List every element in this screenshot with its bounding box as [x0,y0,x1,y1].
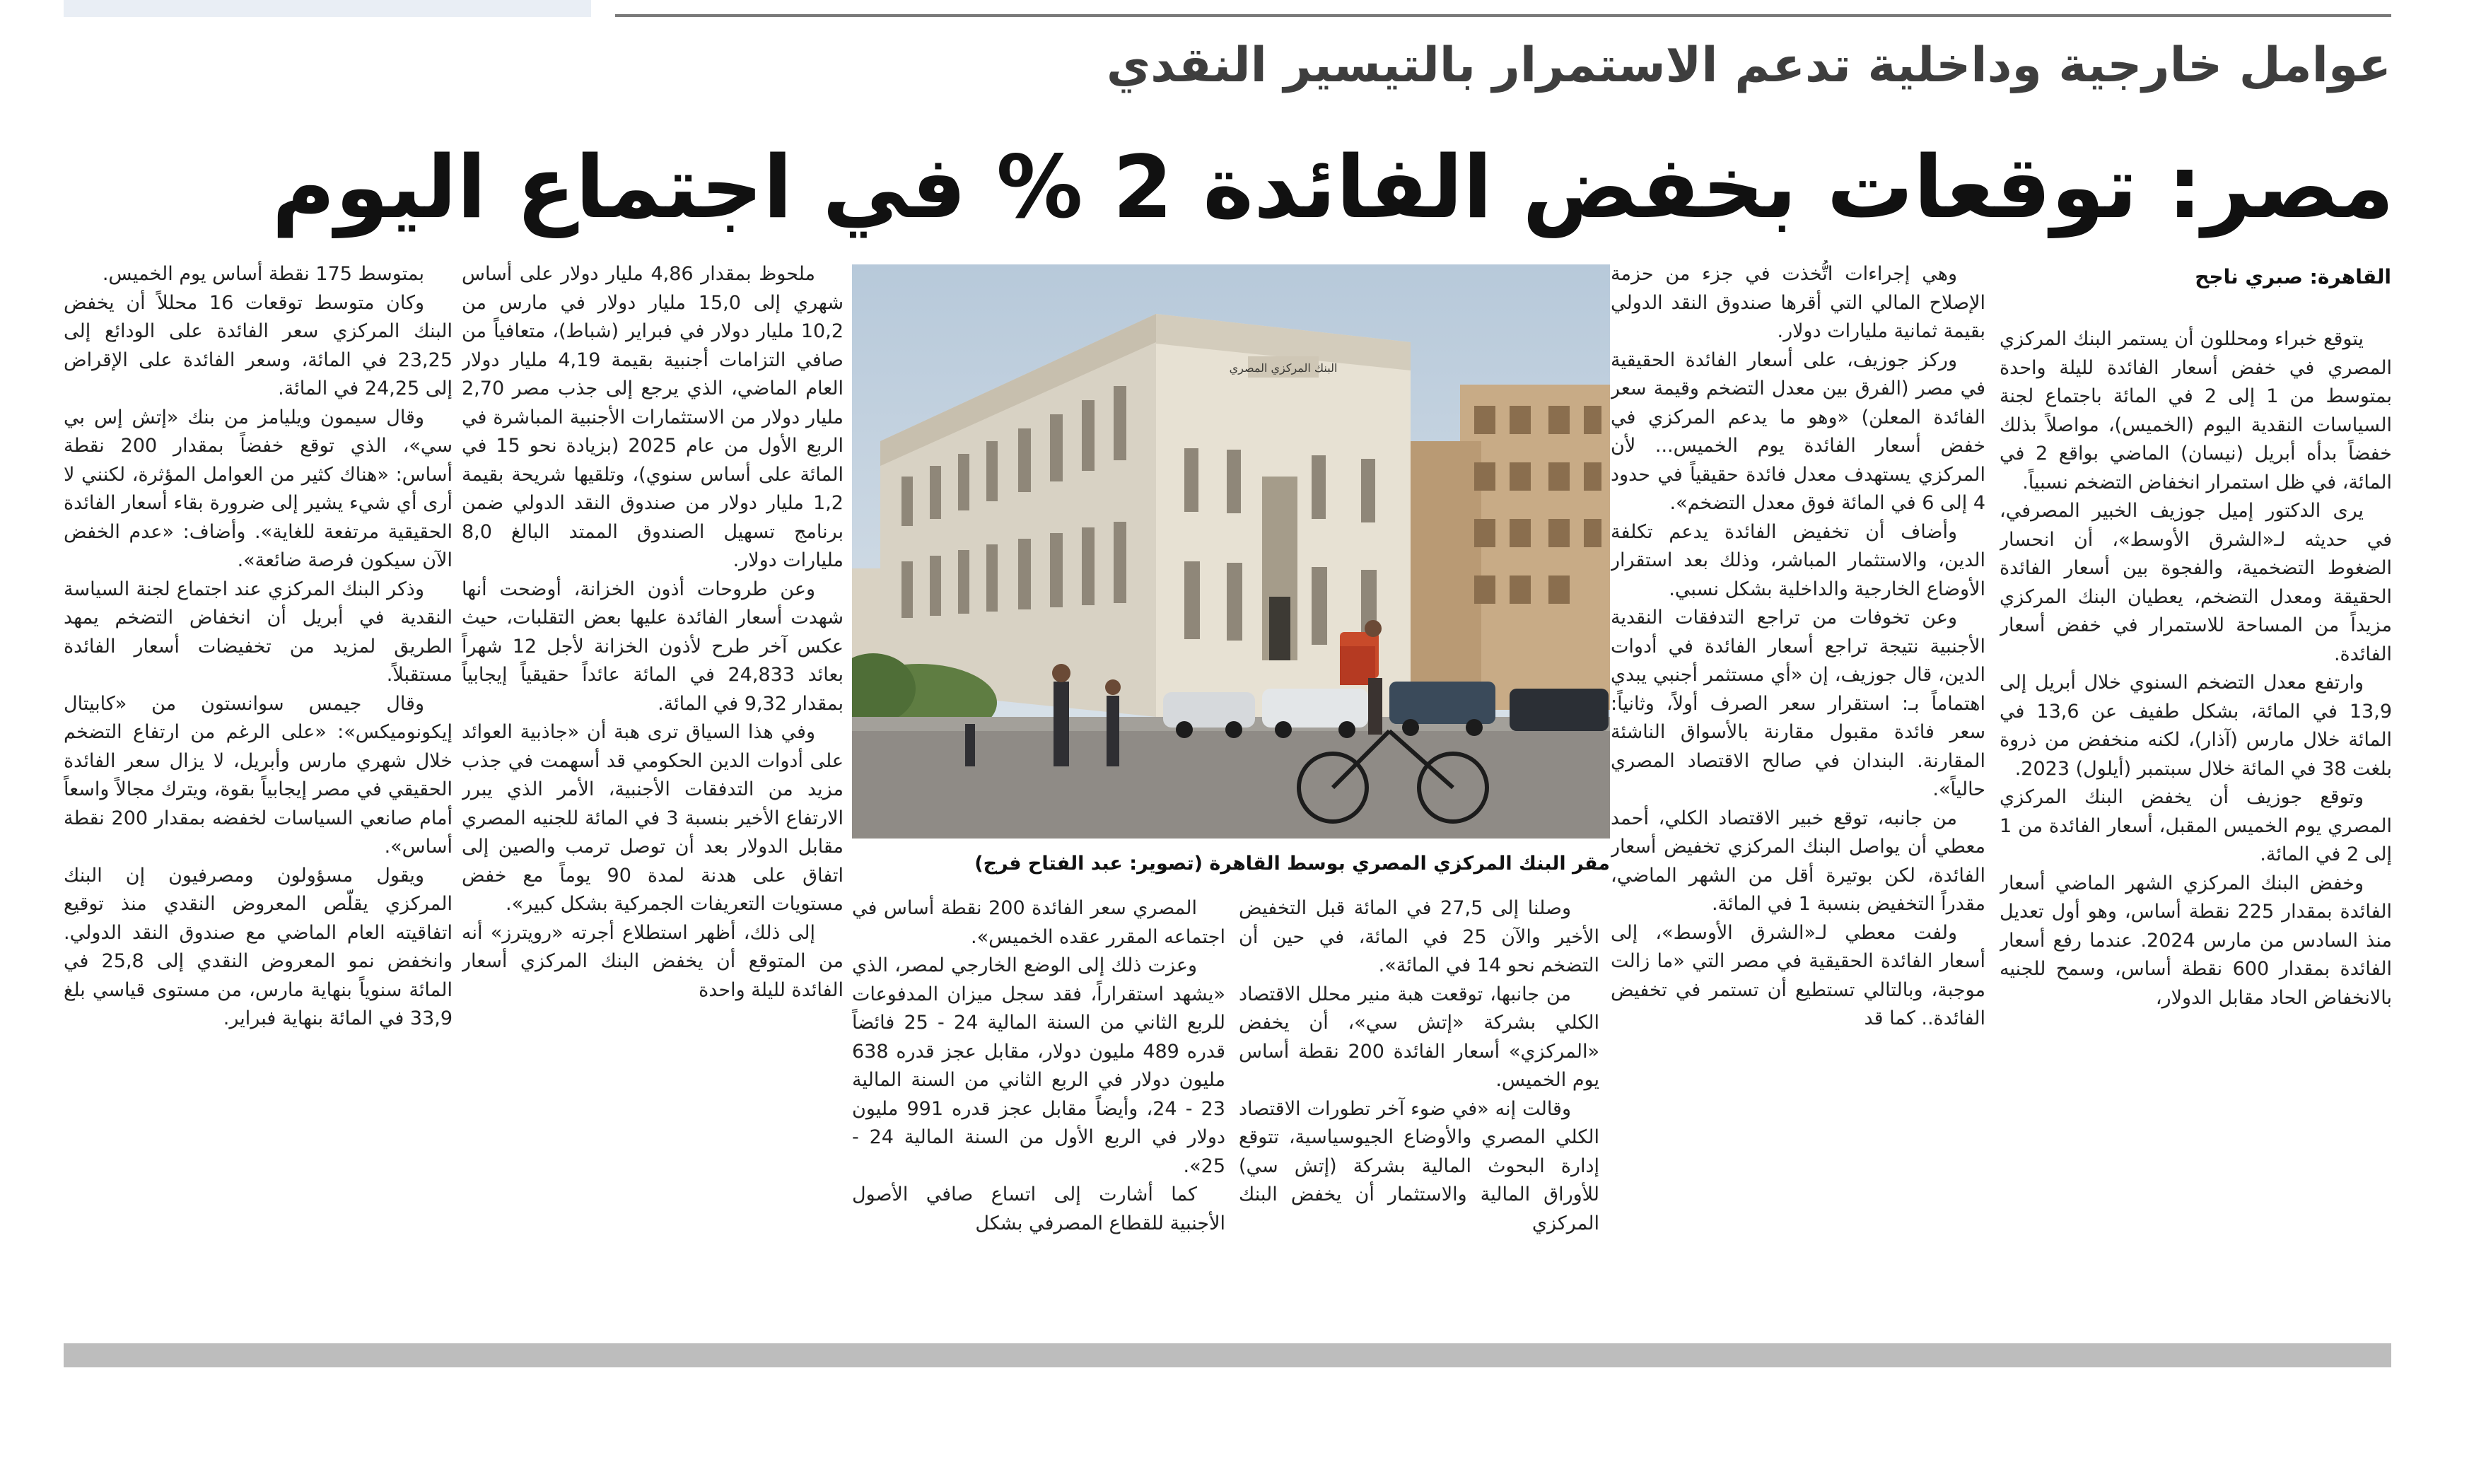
paragraph: وعن تخوفات من تراجع التدفقات النقدية الأجنبية نتيجة تراجع أسعار الفائدة في أدوات الدين، قال جوزيف، إن «أي مستثمر أجنبي يبدي اهتماماً بـ: استقرار سعر الصرف أولاً، وثانياً: سعر فائدة مقبول مقارنة بالأسواق الناشئة المقارنة. البندان في صالح الاقتصاد المصري حالياً». [1611,607,1985,800]
paragraph: إلى ذلك، أظهر استطلاع أجرته «رويترز» أنه من المتوقع أن يخفض البنك المركزي أسعار الفائدة لليلة واحدة [462,921,844,1001]
paragraph: وارتفع معدل التضخم السنوي خلال أبريل إلى 13,9 في المائة، بشكل طفيف عن 13,6 في المائة خلال مارس (آذار)، لكنه منخفض من ذروة بلغت 38 في المائة خلال سبتمبر (أيلول) 2023. [2000,672,2392,780]
article-column-1 [2000,325,2392,1336]
kicker-headline: عوامل خارجية وداخلية تدعم الاستمرار بالتيسير النقدي [1106,37,2391,93]
paragraph: وفي هذا السياق ترى هبة أن «جاذبية العوائد على أدوات الدين الحكومي قد أسهمت في جذب مزيد من التدفقات الأجنبية، الأمر الذي يبرر الارتفاع الأخير بنسبة 3 في المائة للجنيه المصري مقابل الدولار بعد أن توصل ترمب والصين إلى اتفاق على هدنة لمدة 90 يوماً مع خفض مستويات التعريفات الجمركية بشكل كبير». [462,721,844,915]
paragraph: من جانبه، توقع خبير الاقتصاد الكلي، أحمد معطي أن يواصل البنك المركزي تخفيض أسعار الفائدة، لكن بوتيرة أقل من الشهر الماضي، مقدراً التخفيض بنسبة 1 في المائة. [1611,807,1985,915]
paragraph: وذكر البنك المركزي عند اجتماع لجنة السياسة النقدية في أبريل أن انخفاض التضخم يمهد الطريق لمزيد من تخفيضات أسعار الفائدة مستقبلاً. [64,578,453,686]
paragraph: وقالت إنه «في ضوء آخر تطورات الاقتصاد الكلي المصري والأوضاع الجيوسياسية، تتوقع إدارة البحوث المالية بشركة (إتش سي) للأوراق المالية والاستثمار أن يخفض البنك المركزي [1239,1097,1599,1234]
main-headline: مصر: توقعات بخفض الفائدة 2 % في اجتماع اليوم [272,137,2394,238]
paragraph: بمتوسط 175 نقطة أساس يوم الخميس. [102,263,424,285]
paragraph: وخفض البنك المركزي الشهر الماضي أسعار الفائدة بمقدار 225 نقطة أساس، وهو أول تعديل منذ السادس من مارس 2024. عندما رفع أسعار الفائدة بمقدار 600 نقطة أساس، وسمح للجنيه بالانخفاض الحاد مقابل الدولار، [2000,872,2392,1009]
paragraph: وصلنا إلى 27,5 في المائة قبل التخفيض الأخير والآن 25 في المائة، في حين أن التضخم نحو 14 في المائة». [1239,897,1599,976]
article-column-2 [1611,260,1985,1335]
paragraph: وعن طروحات أذون الخزانة، أوضحت أنها شهدت أسعار الفائدة عليها بعض التقلبات، حيث عكس آخر طرح لأذون الخزانة لأجل 12 شهراً بعائد 24,833 في المائة عائداً حقيقياً إيجابياً بمقدار 9,32 في المائة. [462,578,844,715]
paragraph: المصري سعر الفائدة 200 نقطة أساس في اجتماعه المقرر عقده الخميس». [852,897,1225,948]
article-column-3 [1239,894,1599,1333]
byline: القاهرة: صبري ناجح [2195,265,2391,288]
top-rule [615,14,2391,17]
paragraph: وعزت ذلك إلى الوضع الخارجي لمصر، الذي «يشهد استقراراً، فقد سجل ميزان المدفوعات للربع الثاني من السنة المالية 24 - 25 فائضاً قدره 489 مليون دولار، مقابل عجز قدره 638 مليون دولار في الربع الثاني من السنة المالية 23 - 24، وأيضاً مقابل عجز قدره 991 مليون دولار في الربع الأول من السنة المالية 24 - 25». [852,954,1225,1177]
central-bank-photo [852,264,1610,839]
photo-illustration [852,264,1610,839]
article-column-6 [64,260,453,1335]
article-column-5 [462,260,844,1335]
bank-sign-text: البنك المركزي المصري [1229,361,1338,375]
paragraph: ملحوظ بمقدار 4,86 مليار دولار على أساس شهري إلى 15,0 مليار دولار في مارس من 10,2 مليار دولار في فبراير (شباط)، متعافياً من صافي التزامات أجنبية بقيمة 4,19 مليار دولار العام الماضي، الذي يرجع إلى جذب مصر 2,70 مليار دولار من الاستثمارات الأجنبية المباشرة في الربع الأول من عام 2025 (بزيادة نحو 15 في المائة على أساس سنوي)، وتلقيها شريحة بقيمة 1,2 مليار دولار من صندوق النقد الدولي ضمن برنامج تسهيل الصندوق الممتد البالغ 8,0 مليارات دولار. [462,263,844,571]
paragraph: وأضاف أن تخفيض الفائدة يدعم تكلفة الدين، والاستثمار المباشر، وذلك بعد استقرار الأوضاع الخارجية والداخلية بشكل نسبي. [1611,520,1985,600]
article-column-4 [852,894,1225,1333]
paragraph: كما أشارت إلى اتساع صافي الأصول الأجنبية للقطاع المصرفي بشكل [852,1184,1225,1234]
photo-caption: مقر البنك المركزي المصري بوسط القاهرة (تصوير: عبد الفتاح فرج) [974,853,1610,875]
top-color-bar [64,0,591,17]
paragraph: وقال سيمون ويليامز من بنك «إتش إس بي سي»، الذي توقع خفضاً بمقدار 200 نقطة أساس: «هناك كثير من العوامل المؤثرة، لكنني لا أرى أي شيء يشير إلى ضرورة بقاء أسعار الفائدة الحقيقية مرتفعة للغاية». وأضاف: «عدم الخفض الآن سيكون فرصة ضائعة». [64,406,453,571]
bottom-bar [64,1343,2391,1367]
paragraph: وتوقع جوزيف أن يخفض البنك المركزي المصري يوم الخميس المقبل، أسعار الفائدة من 1 إلى 2 في المائة. [2000,786,2392,865]
paragraph: ولفت معطي لـ«الشرق الأوسط»، إلى أسعار الفائدة الحقيقية في مصر التي «ما زالت موجبة، وبالتالي تستطيع أن تستمر في تخفيض الفائدة.. كما قد [1611,921,1985,1029]
paragraph: يرى الدكتور إميل جوزيف الخبير المصرفي، في حديثه لـ«الشرق الأوسط»، أن انحسار الضغوط التضخمية، والفجوة بين أسعار الفائدة الحقيقة ومعدل التضخم، يعطيان البنك المركزي مزيداً من المساحة للاستمرار في خفض أسعار الفائدة. [2000,500,2392,665]
paragraph: ويقول مسؤولون ومصرفيون إن البنك المركزي يقلّص المعروض النقدي منذ توقيع اتفاقيته العام الماضي مع صندوق النقد الدولي. وانخفض نمو المعروض النقدي إلى 25,8 في المائة سنوياً بنهاية مارس، من مستوى قياسي بلغ 33,9 في المائة بنهاية فبراير. [64,864,453,1029]
paragraph: وركز جوزيف، على أسعار الفائدة الحقيقية في مصر (الفرق بين معدل التضخم وقيمة سعر الفائدة المعلن) «وهو ما يدعم المركزي في خفض أسعار الفائدة يوم الخميس... لأن المركزي يستهدف معدل فائدة حقيقياً في حدود 4 إلى 6 في المائة فوق معدل التضخم». [1611,349,1985,514]
paragraph: وقال جيمس سوانستون من «كابيتال إيكونوميكس»: «على الرغم من ارتفاع التضخم خلال شهري مارس وأبريل، لا يزال سعر الفائدة الحقيقي في مصر إيجابياً بقوة، ويترك مجالاً واسعاً أمام صانعي السياسات لخفضه بمقدار 200 نقطة أساس». [64,692,453,858]
paragraph: يتوقع خبراء ومحللون أن يستمر البنك المركزي المصري في خفض أسعار الفائدة لليلة واحدة بمتوسط من 1 إلى 2 في المائة باجتماع لجنة السياسات النقدية اليوم (الخميس)، مواصلاً بذلك خفضاً بدأه أبريل (نيسان) الماضي بواقع 2 في المائة، في ظل استمرار انخفاض التضخم نسبياً. [2000,328,2392,493]
paragraph: وكان متوسط توقعات 16 محللاً أن يخفض البنك المركزي سعر الفائدة على الودائع إلى 23,25 في المائة، وسعر الفائدة على الإقراض إلى 24,25 في المائة. [64,291,453,399]
paragraph: من جانبها، توقعت هبة منير محلل الاقتصاد الكلي بشركة «إتش سي»، أن يخفض «المركزي» أسعار الفائدة 200 نقطة أساس يوم الخميس. [1239,983,1599,1091]
paragraph: وهي إجراءات اتُّخذت في جزء من حزمة الإصلاح المالي التي أقرها صندوق النقد الدولي بقيمة ثمانية مليارات دولار. [1611,263,1985,342]
